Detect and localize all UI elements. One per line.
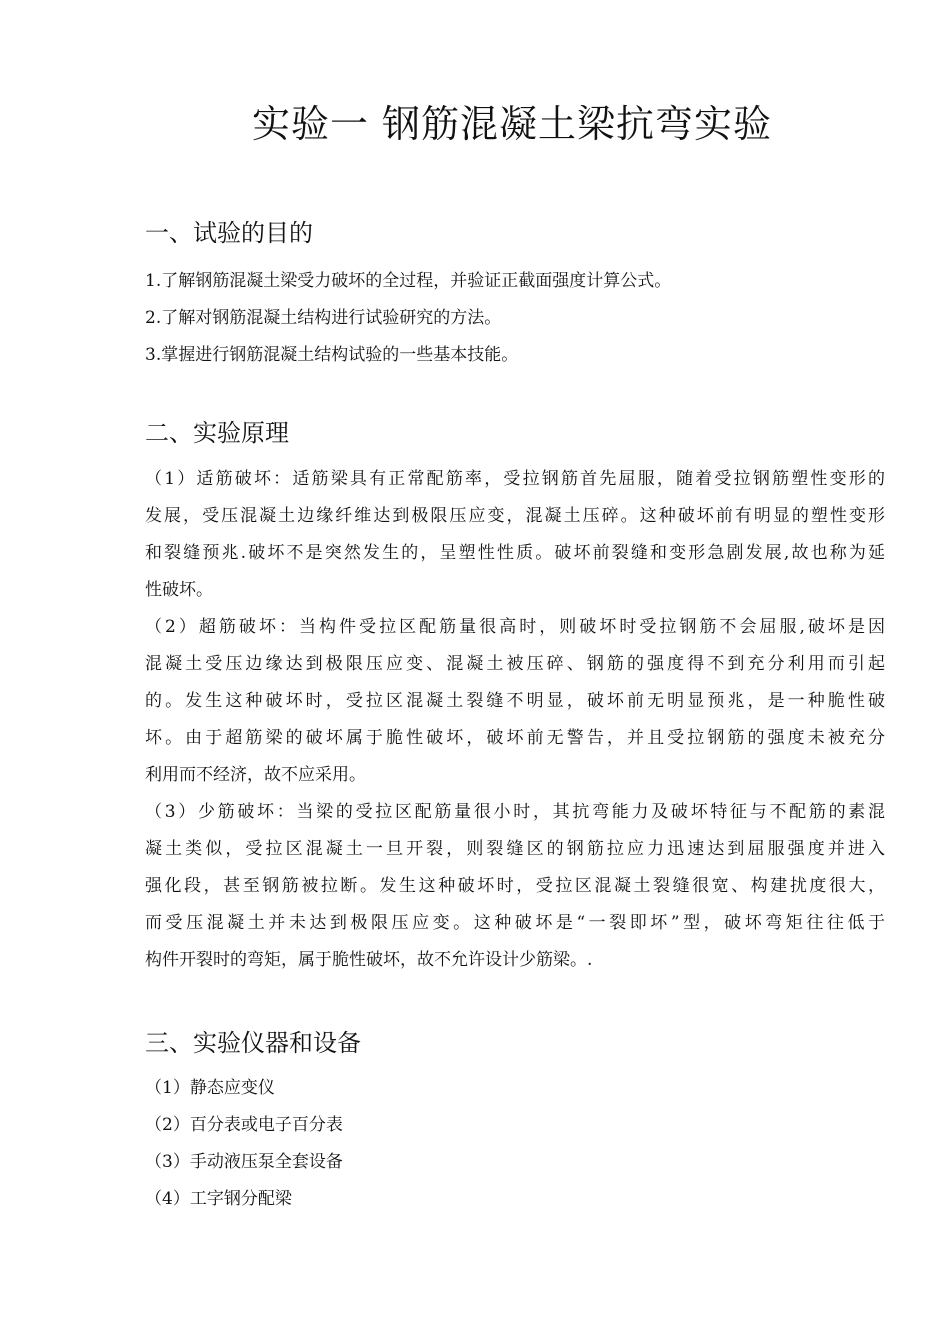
paragraph-line: 凝土类似，受拉区混凝土一旦开裂，则裂缝区的钢筋拉应力迅速达到屈服强度并进入	[145, 839, 885, 859]
paragraph-line: 构件开裂时的弯矩，属于脆性破坏，故不允许设计少筋梁。.	[145, 950, 593, 970]
paragraph-under-reinforced	[145, 461, 885, 609]
section-objectives	[145, 216, 885, 374]
paragraph-line: （3）少筋破坏：当梁的受拉区配筋量很小时，其抗弯能力及破坏特征与不配筋的素混	[145, 802, 885, 822]
paragraph-over-reinforced	[145, 609, 885, 794]
paragraph-line: 和裂缝预兆.破坏不是突然发生的，呈塑性性质。破坏前裂缝和变形急剧发展,故也称为延	[145, 543, 885, 563]
paragraph-lightly-reinforced	[145, 794, 885, 979]
section-heading: 一、试验的目的	[145, 219, 313, 247]
list-item: 1.了解钢筋混凝土梁受力破坏的全过程，并验证正截面强度计算公式。	[145, 271, 672, 291]
objectives-list	[145, 263, 885, 374]
paragraph-line: 坏。由于超筋梁的破坏属于脆性破坏，破坏前无警告，并且受拉钢筋的强度未被充分	[145, 728, 885, 748]
section-equipment	[145, 1026, 885, 1218]
section-heading: 二、实验原理	[145, 419, 289, 447]
section-heading: 三、实验仪器和设备	[145, 1029, 361, 1057]
equipment-list	[145, 1070, 885, 1218]
paragraph-line: 利用而不经济，故不应采用。	[145, 765, 366, 785]
paragraph-line: 发展，受压混凝土边缘纤维达到极限压应变，混凝土压碎。这种破坏前有明显的塑性变形	[145, 506, 885, 526]
list-item: （3）手动液压泵全套设备	[145, 1152, 343, 1172]
paragraph-line: 强化段，甚至钢筋被拉断。发生这种破坏时，受拉区混凝土裂缝很宽、构建扰度很大，	[145, 876, 885, 896]
section-principles	[145, 416, 885, 979]
list-item: （1）静态应变仪	[145, 1078, 275, 1098]
paragraph-line: 混凝土受压边缘达到极限压应变、混凝土被压碎、钢筋的强度得不到充分利用而引起	[145, 654, 885, 674]
paragraph-line: （1）适筋破坏：适筋梁具有正常配筋率，受拉钢筋首先屈服，随着受拉钢筋塑性变形的	[145, 469, 885, 489]
list-item: 3.掌握进行钢筋混凝土结构试验的一些基本技能。	[145, 345, 519, 365]
paragraph-line: （2）超筋破坏：当构件受拉区配筋量很高时，则破坏时受拉钢筋不会屈服,破坏是因	[145, 617, 885, 637]
list-item: （2）百分表或电子百分表	[145, 1115, 343, 1135]
paragraph-line: 性破坏。	[145, 580, 213, 600]
document-title: 实验一 钢筋混凝土梁抗弯实验	[251, 102, 773, 146]
list-item: 2.了解对钢筋混凝土结构进行试验研究的方法。	[145, 308, 502, 328]
list-item: （4）工字钢分配梁	[145, 1189, 292, 1209]
paragraph-line: 而受压混凝土并未达到极限压应变。这种破坏是“一裂即坏”型，破坏弯矩往往低于	[145, 913, 885, 933]
paragraph-line: 的。发生这种破坏时，受拉区混凝土裂缝不明显，破坏前无明显预兆，是一种脆性破	[145, 691, 885, 711]
principles-body	[145, 461, 885, 979]
